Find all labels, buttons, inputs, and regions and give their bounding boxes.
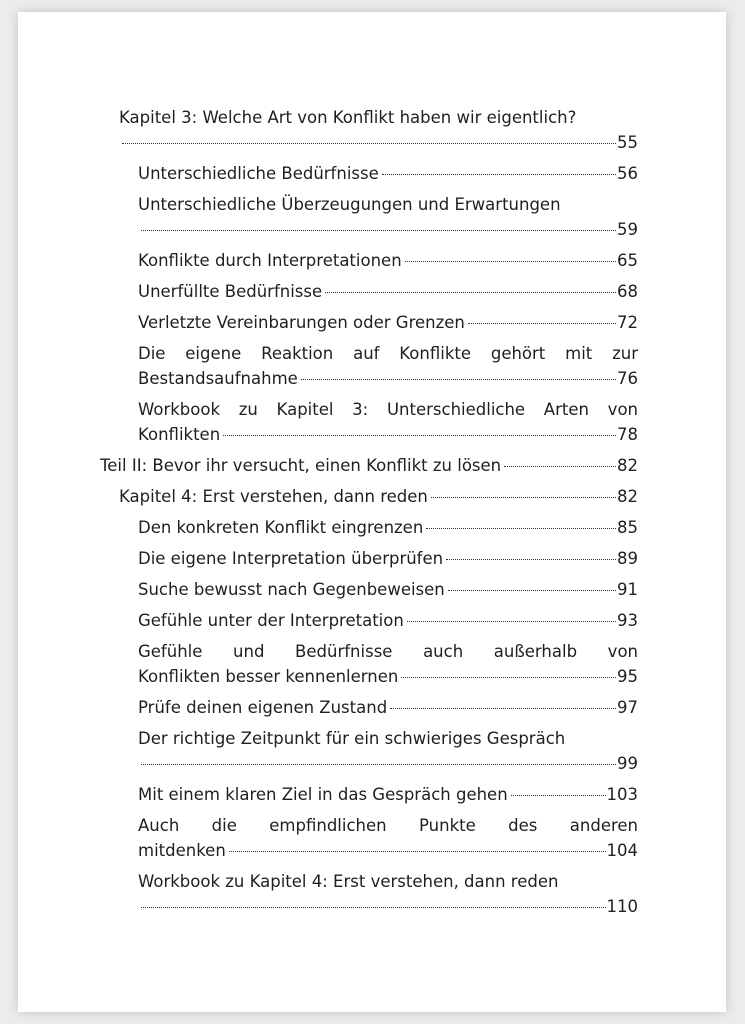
toc-entry[interactable] xyxy=(138,248,638,273)
dot-leader xyxy=(448,590,616,591)
dot-leader xyxy=(390,708,616,709)
dot-leader xyxy=(468,323,616,324)
toc-entry-part-2[interactable] xyxy=(100,453,638,478)
dot-leader xyxy=(405,261,616,262)
toc-entry-title: Unterschiedliche Überzeugungen und Erwartungen xyxy=(138,195,561,214)
toc-entry[interactable] xyxy=(138,782,638,807)
toc-entry-title: Kapitel 4: Erst verstehen, dann reden xyxy=(119,487,428,506)
toc-entry-title: Unerfüllte Bedürfnisse xyxy=(138,282,323,301)
dot-leader xyxy=(141,230,616,231)
dot-leader xyxy=(431,497,616,498)
toc-entry-title: Verletzte Vereinbarungen oder Grenzen xyxy=(138,313,465,332)
toc-entry-title: Gefühle unter der Interpretation xyxy=(138,611,404,630)
dot-leader xyxy=(229,851,606,852)
dot-leader xyxy=(141,764,616,765)
toc-page-number: 59 xyxy=(617,220,638,239)
toc-entry-chapter-3[interactable] xyxy=(119,105,638,155)
toc-page-number: 91 xyxy=(617,580,638,599)
toc-entry-title-line2: mitdenken xyxy=(138,841,226,860)
toc-entry[interactable] xyxy=(138,726,638,776)
dot-leader xyxy=(401,677,616,678)
toc-entry[interactable] xyxy=(138,192,638,242)
toc-entry-title: Kapitel 3: Welche Art von Konflikt haben wir eigentlich? xyxy=(119,108,577,127)
toc-entry[interactable] xyxy=(138,695,638,720)
toc-entry-title: Workbook zu Kapitel 4: Erst verstehen, dann reden xyxy=(138,872,559,891)
toc-entry[interactable] xyxy=(138,577,638,602)
toc-entry-title: Unterschiedliche Bedürfnisse xyxy=(138,164,379,183)
table-of-contents xyxy=(18,105,726,925)
toc-entry-title: Mit einem klaren Ziel in das Gespräch gehen xyxy=(138,785,508,804)
toc-entry[interactable] xyxy=(138,813,638,863)
toc-entry[interactable] xyxy=(138,279,638,304)
toc-entry-title: Den konkreten Konflikt eingrenzen xyxy=(138,518,424,537)
toc-page-number: 104 xyxy=(606,841,638,860)
toc-entry-title-line1: Workbook zu Kapitel 3: Unterschiedliche Arten von xyxy=(138,400,638,419)
dot-leader xyxy=(382,174,616,175)
toc-entry-title-line2: Konflikten xyxy=(138,425,221,444)
dot-leader xyxy=(511,795,606,796)
toc-entry-title: Prüfe deinen eigenen Zustand xyxy=(138,698,388,717)
toc-entry[interactable] xyxy=(138,608,638,633)
toc-entry-title-line2: Bestandsaufnahme xyxy=(138,369,298,388)
toc-page-number: 95 xyxy=(617,667,638,686)
toc-page-number: 76 xyxy=(617,369,638,388)
dot-leader xyxy=(426,528,616,529)
toc-page-number: 99 xyxy=(617,754,638,773)
toc-page-number: 78 xyxy=(617,425,638,444)
toc-page-number: 56 xyxy=(617,164,638,183)
dot-leader xyxy=(446,559,616,560)
toc-entry-title: Suche bewusst nach Gegenbeweisen xyxy=(138,580,445,599)
toc-page-number: 89 xyxy=(617,549,638,568)
toc-entry-workbook-4[interactable] xyxy=(138,869,638,919)
toc-page-number: 65 xyxy=(617,251,638,270)
toc-page-number: 110 xyxy=(606,897,638,916)
toc-entry[interactable] xyxy=(138,515,638,540)
dot-leader xyxy=(122,143,616,144)
toc-page-number: 103 xyxy=(606,785,638,804)
toc-entry-title-line1: Die eigene Reaktion auf Konflikte gehört mit zur xyxy=(138,344,638,363)
toc-page-number: 93 xyxy=(617,611,638,630)
dot-leader xyxy=(504,466,616,467)
toc-page-number: 82 xyxy=(617,487,638,506)
toc-entry[interactable] xyxy=(138,310,638,335)
toc-entry-title: Konflikte durch Interpretationen xyxy=(138,251,402,270)
toc-entry[interactable] xyxy=(138,161,638,186)
toc-entry[interactable] xyxy=(138,341,638,391)
toc-entry[interactable] xyxy=(138,639,638,689)
toc-entry-title-line1: Gefühle und Bedürfnisse auch außerhalb von xyxy=(138,642,638,661)
dot-leader xyxy=(325,292,616,293)
toc-page-number: 97 xyxy=(617,698,638,717)
dot-leader xyxy=(407,621,616,622)
toc-entry-workbook-3[interactable] xyxy=(138,397,638,447)
toc-entry[interactable] xyxy=(138,546,638,571)
toc-page-number: 85 xyxy=(617,518,638,537)
toc-entry-chapter-4[interactable] xyxy=(119,484,638,509)
toc-entry-title-line2: Konflikten besser kennenlernen xyxy=(138,667,399,686)
toc-page-number: 55 xyxy=(617,133,638,152)
book-page xyxy=(18,12,726,1012)
dot-leader xyxy=(141,907,606,908)
dot-leader xyxy=(223,435,616,436)
toc-entry-title: Der richtige Zeitpunkt für ein schwieriges Gespräch xyxy=(138,729,566,748)
toc-page-number: 68 xyxy=(617,282,638,301)
toc-entry-title: Teil II: Bevor ihr versucht, einen Konflikt zu lösen xyxy=(100,456,502,475)
toc-page-number: 82 xyxy=(617,456,638,475)
dot-leader xyxy=(301,379,616,380)
toc-entry-title: Die eigene Interpretation überprüfen xyxy=(138,549,444,568)
toc-page-number: 72 xyxy=(617,313,638,332)
toc-entry-title-line1: Auch die empfindlichen Punkte des anderen xyxy=(138,816,638,835)
